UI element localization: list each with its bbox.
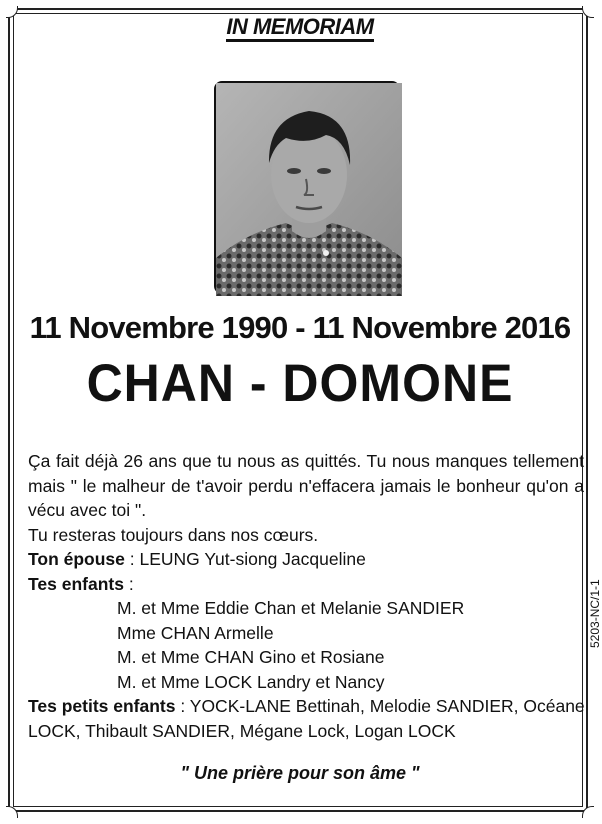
child-item: M. et Mme CHAN Gino et Rosiane [117, 647, 385, 667]
children-label: Tes enfants [28, 573, 124, 594]
grandchildren-line [28, 694, 588, 743]
portrait-image [216, 83, 402, 296]
spouse-value: : LEUNG Yut-siong Jacqueline [124, 549, 366, 569]
grandchildren-label: Tes petits enfants [28, 696, 176, 716]
message-body [28, 449, 588, 743]
spouse-line [28, 547, 588, 572]
portrait-photo [214, 81, 400, 294]
child-item: Mme CHAN Armelle [117, 622, 274, 643]
reference-code: 5203-NC/1-1 [588, 579, 602, 648]
message-paragraph: Ça fait déjà 26 ans que tu nous as quittés. Tu nous manques tellement mais " le malheur de t'avoir perdu n'effacera jamais le bonheur qu'on a vécu avec toi ". [28, 451, 584, 520]
child-item: M. et Mme LOCK Landry et Nancy [117, 671, 385, 692]
child-item: M. et Mme Eddie Chan et Melanie SANDIER [117, 598, 465, 618]
children-suffix: : [123, 573, 134, 594]
dates-line: 11 Novembre 1990 - 11 Novembre 2016 [29, 310, 571, 345]
prayer-line: " Une prière pour son âme " [180, 763, 420, 783]
page-title [0, 14, 600, 40]
message-closing: Tu resteras toujours dans nos cœurs. [28, 524, 319, 545]
deceased-name: CHAN - DOMONE [86, 353, 514, 413]
spouse-label: Ton épouse [28, 549, 125, 569]
grandchildren-value: : YOCK-LANE Bettinah, Melodie SANDIER, Océane LOCK, Thibault SANDIER, Mégane Lock, Logan LOCK [28, 696, 585, 741]
title-text: IN MEMORIAM [226, 14, 373, 42]
children-heading [28, 572, 588, 597]
